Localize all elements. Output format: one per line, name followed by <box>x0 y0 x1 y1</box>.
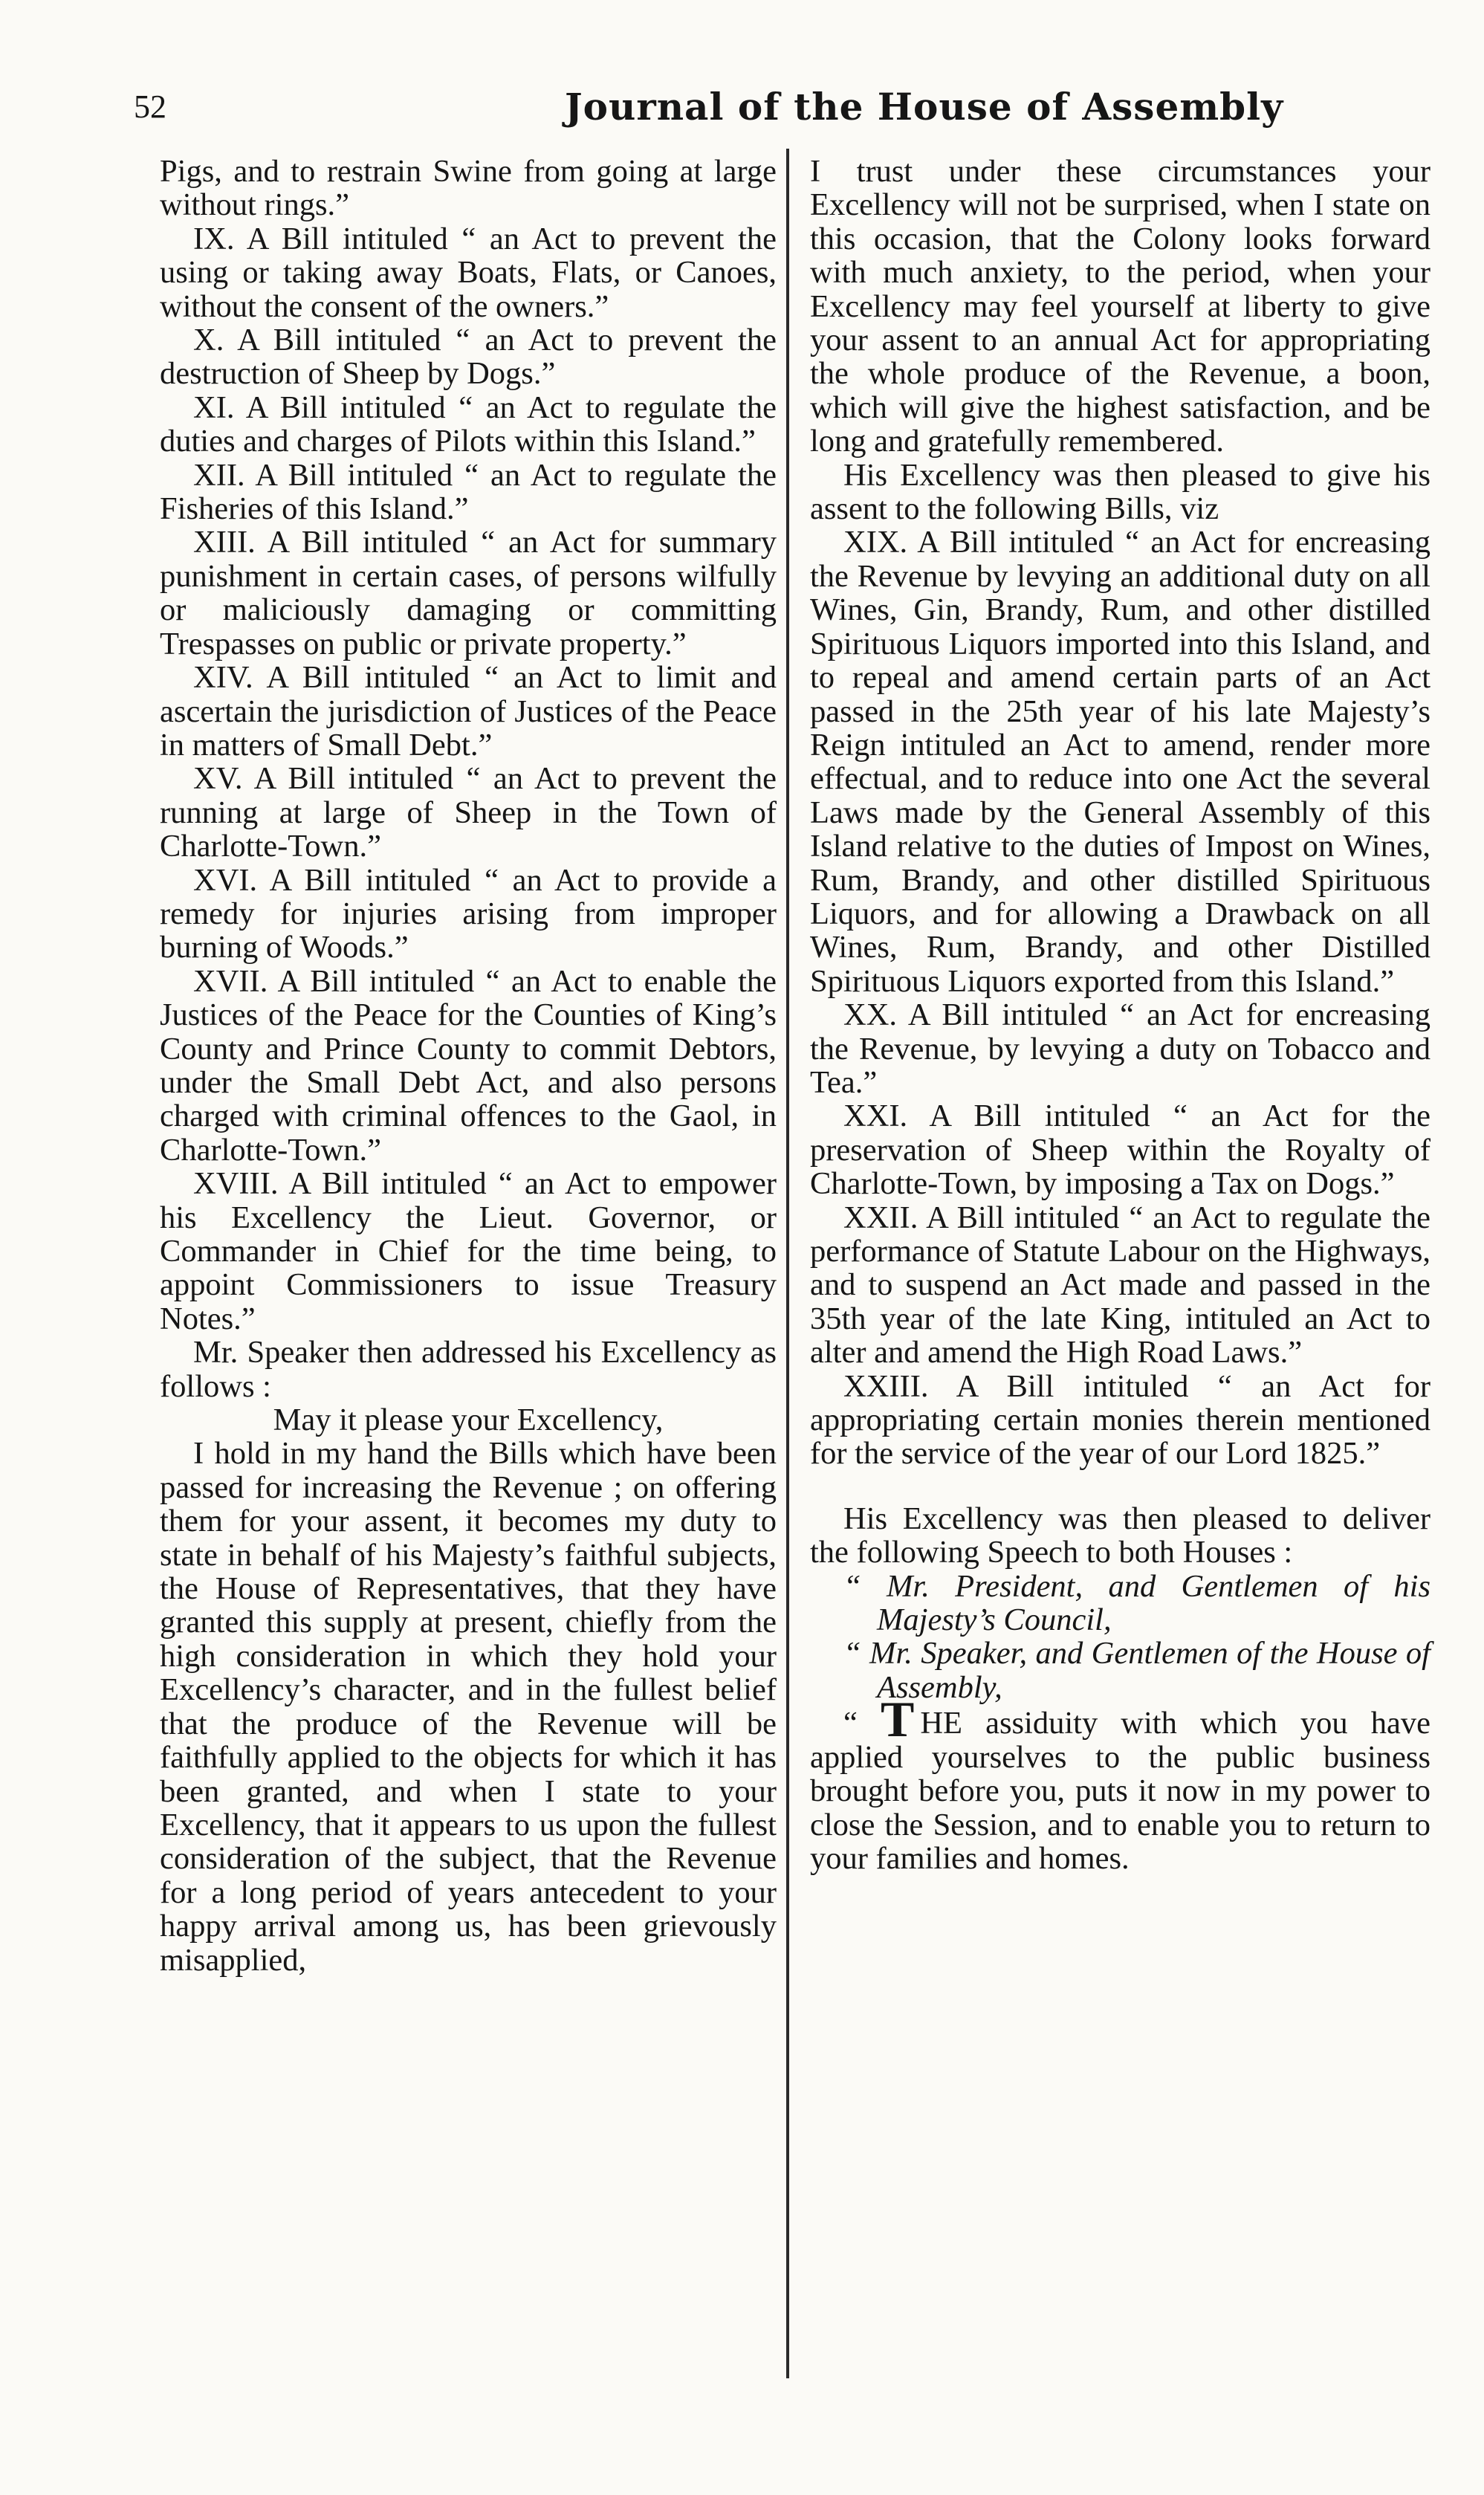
speaker-address-continuation: I trust under these circumstances your Excellency will not be surprised, when I state on this occasion, that the Colony looks forward with much anxiety, to the period, when your Excellency may feel yourself at liberty to give your assent to an annual Act for appropriating the whole produce of the Revenue, a boon, which will give the highest satisfaction, and be long and gratefully remembered. <box>810 154 1430 459</box>
bill-xi: XI. A Bill intituled “ an Act to regulate the duties and charges of Pilots within this Island.” <box>160 389 777 459</box>
right-column <box>810 155 1430 1875</box>
bill-xxiii: XXIII. A Bill intituled “ an Act for appropriating certain monies therein mentioned for the service of the year of our Lord 1825.” <box>810 1368 1430 1472</box>
running-title: Journal of the House of Assembly <box>565 85 1284 129</box>
left-column <box>160 155 777 1977</box>
bill-x: X. A Bill intituled “ an Act to prevent the destruction of Sheep by Dogs.” <box>160 323 777 392</box>
page-number: 52 <box>134 88 166 125</box>
assent-intro: His Excellency was then pleased to give his assent to the following Bills, viz <box>810 457 1430 527</box>
bill-xii: XII. A Bill intituled “ an Act to regulate the Fisheries of this Island.” <box>160 457 777 527</box>
address-council: “ Mr. President, and Gentlemen of his Majesty’s Council, <box>843 1568 1430 1638</box>
bill-ix: IX. A Bill intituled “ an Act to prevent the using or taking away Boats, Flats, or Canoes, without the consent of the owners.” <box>160 221 777 324</box>
speaker-address-body: I hold in my hand the Bills which have been passed for increasing the Revenue ; on offering them for your assent, it becomes my duty to state in behalf of his Majesty’s faithful subjects, the House of Representatives, that they have granted this supply at present, chiefly from the high consideration in which they hold your Excellency’s character, and in the fullest belief that the produce of the Revenue will be faithfully applied to the objects for which it has been granted, and when I state to your Excellency, that it appears to us upon the fullest consideration of the subject, that the Revenue for a long period of years antecedent to your happy arrival among us, has been grievously misapplied, <box>160 1436 777 1978</box>
address-assembly: “ Mr. Speaker, and Gentlemen of the House of Assembly, <box>843 1636 1430 1705</box>
column-divider <box>786 149 789 2378</box>
bill-xx: XX. A Bill intituled “ an Act for encreasing the Revenue, by levying a duty on Tobacco and Tea.” <box>810 997 1430 1100</box>
bill-xiii: XIII. A Bill intituled “ an Act for summary punishment in certain cases, of persons wilfully or maliciously damaging or committing Trespasses on public or private property.” <box>160 525 777 661</box>
paragraph-pigs-continuation: Pigs, and to restrain Swine from going at large without rings.” <box>160 154 777 223</box>
bill-xv: XV. A Bill intituled “ an Act to prevent the running at large of Sheep in the Town of Charlotte-Town.” <box>160 761 777 864</box>
salutation: May it please your Excellency, <box>273 1402 664 1438</box>
section-gap <box>810 1471 1430 1502</box>
bill-xviii: XVIII. A Bill intituled “ an Act to empower his Excellency the Lieut. Governor, or Commander in Chief for the time being, to appoint Commissioners to issue Treasury Notes.” <box>160 1166 777 1336</box>
bill-xvii: XVII. A Bill intituled “ an Act to enable the Justices of the Peace for the Counties of King’s County and Prince County to commit Debtors, under the Small Debt Act, and also persons charged with criminal offences to the Gaol, in Charlotte-Town.” <box>160 963 777 1168</box>
bill-xxi: XXI. A Bill intituled “ an Act for the preservation of Sheep within the Royalty of Charlotte-Town, by imposing a Tax on Dogs.” <box>810 1098 1430 1202</box>
speech-body: “ T HE assiduity with which you have applied yourselves to the public business brought before you, puts it now in my power to close the Session, and to enable you to return to your families and homes. <box>810 1691 1430 1876</box>
speech-intro: His Excellency was then pleased to deliver the following Speech to both Houses : <box>810 1501 1430 1570</box>
bill-xxii: XXII. A Bill intituled “ an Act to regulate the performance of Statute Labour on the Highways, and to suspend an Act made and passed in the 35th year of the late King, intituled an Act to alter and amend the High Road Laws.” <box>810 1200 1430 1371</box>
bill-xix: XIX. A Bill intituled “ an Act for encreasing the Revenue by levying an additional duty on all Wines, Gin, Brandy, Rum, and other distilled Spirituous Liquors imported into this Island, and to repeal and amend certain parts of an Act passed in the 25th year of his late Majesty’s Reign intituled an Act to amend, render more effectual, and to reduce into one Act the several Laws made by the General Assembly of this Island relative to the duties of Impost on Wines, Rum, Brandy, and other distilled Spirituous Liquors, and for allowing a Drawback on all Wines, Rum, Brandy, and other Distilled Spirituous Liquors exported from this Island.” <box>810 525 1430 999</box>
page-header <box>134 85 1412 147</box>
speaker-address-intro: Mr. Speaker then addressed his Excellency as follows : <box>160 1335 777 1404</box>
speech-text: HE assiduity with which you have applied yourselves to the public business brought before you, puts it now in my power to close the Session, and to enable you to return to your families and homes. <box>810 1706 1430 1876</box>
drop-cap: T <box>880 1691 915 1748</box>
bill-xvi: XVI. A Bill intituled “ an Act to provide a remedy for injuries arising from improper burning of Woods.” <box>160 862 777 965</box>
bill-xiv: XIV. A Bill intituled “ an Act to limit and ascertain the jurisdiction of Justices of the Peace in matters of Small Debt.” <box>160 660 777 763</box>
